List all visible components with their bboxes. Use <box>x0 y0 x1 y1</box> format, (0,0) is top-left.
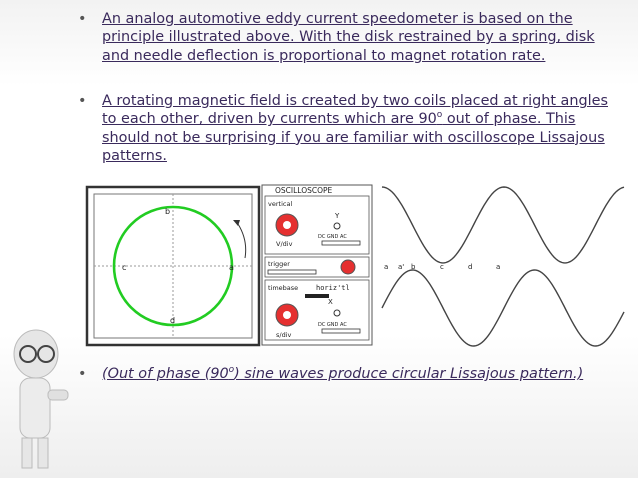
sdiv-label: s/div <box>276 331 292 339</box>
circle-label-bottom: d <box>170 316 176 325</box>
sine-wave-lower <box>382 270 624 346</box>
bullet-text: An analog automotive eddy current speedometer is based on the principle illustrated above. With the disk restrained by a spring, disk and needle deflection is proportional to magnet rotation rate. <box>102 11 595 64</box>
circle-label-left: c <box>122 263 127 272</box>
sdiv-knob-center <box>283 311 291 319</box>
bullet-text: (Out of phase (90$^o$) sine waves produce circular Lissajous pattern.) <box>102 365 584 382</box>
x-coupling-label: DC GND AC <box>318 322 347 328</box>
horiz-label: horiz'tl <box>316 284 350 292</box>
wave-label: b <box>411 263 416 271</box>
figure-leg-right <box>38 438 48 468</box>
sine-wave-upper <box>382 187 624 263</box>
wave-labels <box>384 263 500 271</box>
oscilloscope-title: OSCILLOSCOPE <box>275 186 333 195</box>
bullet-dot: • <box>78 93 87 109</box>
wave-label: c <box>440 263 444 271</box>
wave-label: a <box>496 263 501 271</box>
bullet-item-speedometer <box>66 10 626 65</box>
bullet-item-rotating-field <box>66 92 626 166</box>
timebase-label: timebase <box>268 284 299 292</box>
oscilloscope-figure <box>80 180 635 350</box>
cartoon-figure <box>6 326 76 476</box>
circle-label-right: a <box>229 263 234 272</box>
trigger-knob <box>341 260 355 274</box>
wave-label: a' <box>398 263 405 271</box>
vdiv-label: V/div <box>276 240 293 248</box>
y-coupling-label: DC GND AC <box>318 234 347 240</box>
figure-svg <box>80 180 635 350</box>
y-label: Y <box>335 212 340 220</box>
bullet-text: A rotating magnetic field is created by two coils placed at right angles to each other, driven by currents which are 90$^o$ out of phase. This should not be surprising if you are familiar with oscilloscope Lissajous patterns. <box>102 93 608 165</box>
figure-arm <box>48 390 68 400</box>
vertical-label: vertical <box>268 200 293 208</box>
horiz-slider <box>305 294 329 298</box>
bullet-item-lissajous <box>66 365 583 383</box>
wave-label: d <box>468 263 473 271</box>
bullet-dot: • <box>78 11 87 27</box>
trigger-label: trigger <box>268 260 290 268</box>
wave-label: a <box>384 263 389 271</box>
circle-label-top: b <box>165 207 171 216</box>
vdiv-knob-center <box>283 221 291 229</box>
figure-body <box>20 378 50 438</box>
x-label: X <box>328 298 333 306</box>
bullet-dot: • <box>78 366 87 382</box>
figure-leg-left <box>22 438 32 468</box>
